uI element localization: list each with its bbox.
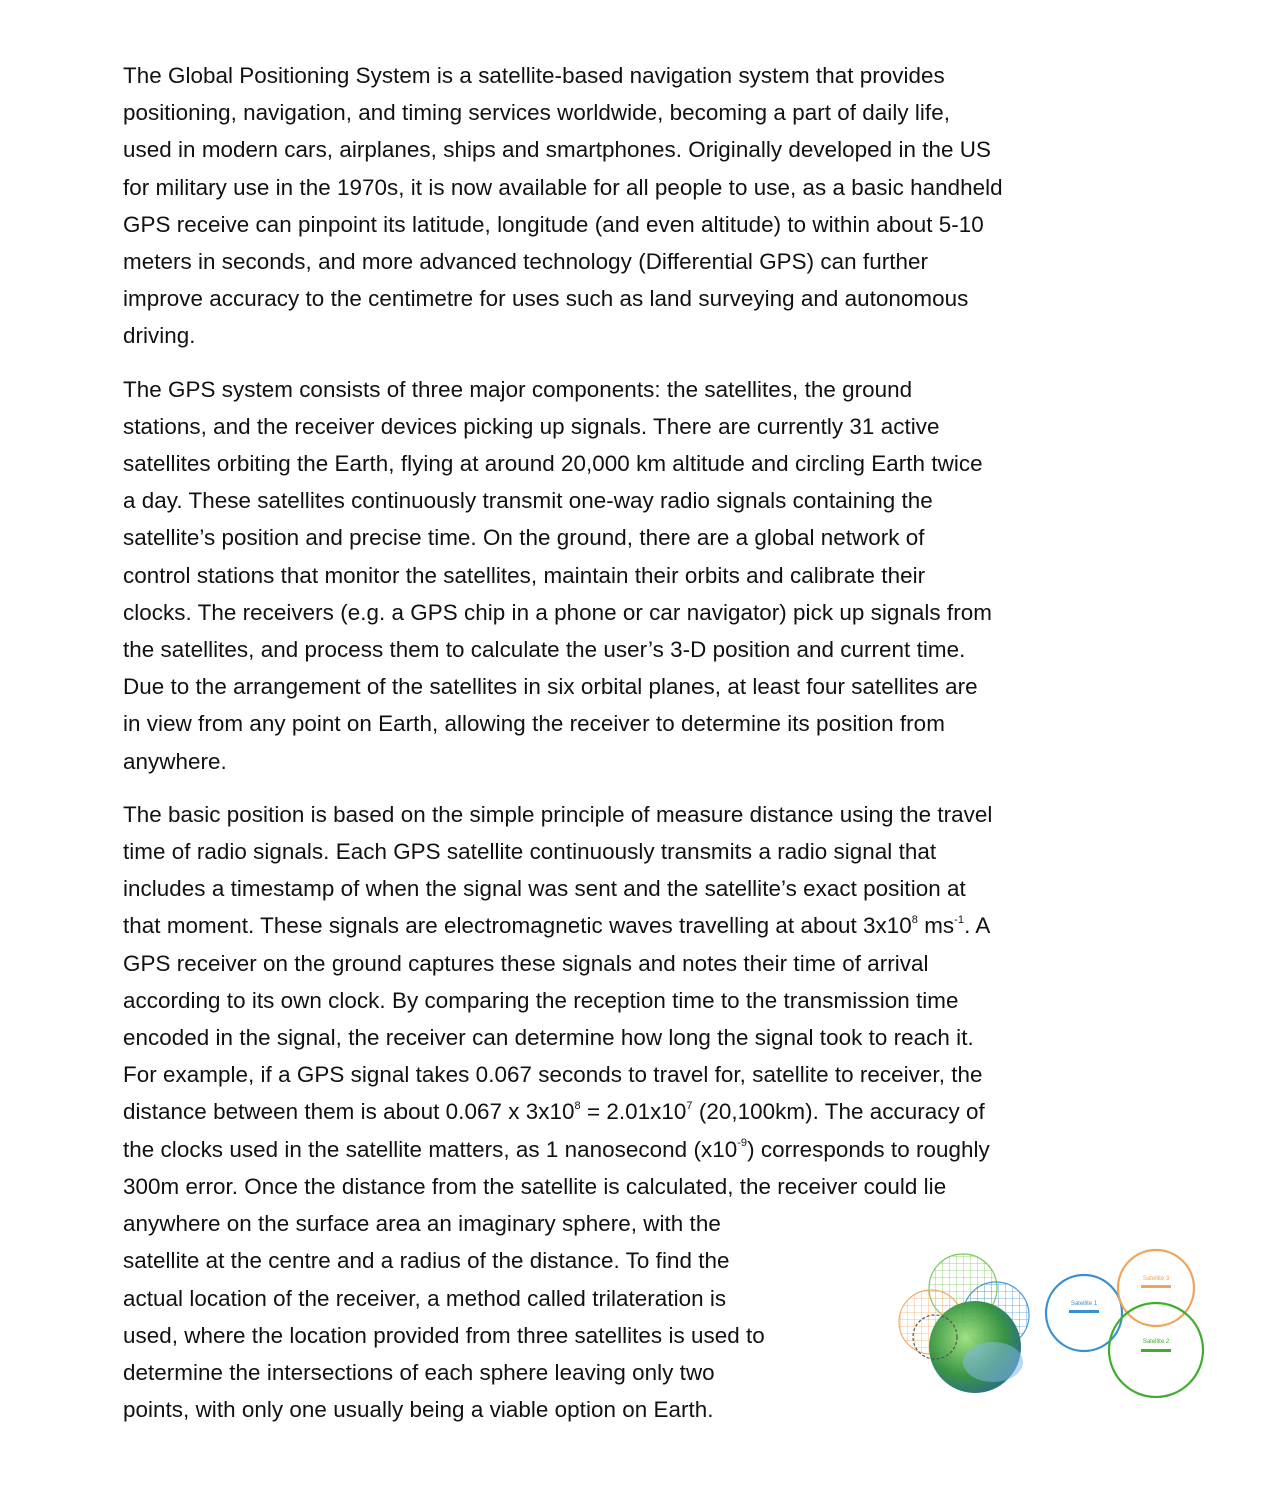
satellite-3-label: Satellite 3 bbox=[1142, 1276, 1170, 1282]
text-line: 300m error. Once the distance from the satellite is calculated, the receiver could lie bbox=[123, 1173, 947, 1199]
satellite-3-icon bbox=[1141, 1285, 1171, 1288]
text-line: positioning, navigation, and timing services worldwide, becoming a part of daily life, bbox=[123, 100, 950, 126]
text-line: according to its own clock. By comparing the reception time to the transmission time bbox=[123, 987, 959, 1013]
text-line: actual location of the receiver, a method called trilateration is bbox=[123, 1285, 727, 1311]
text-line: The Global Positioning System is a satellite-based navigation system that provides bbox=[123, 63, 945, 88]
document-body bbox=[123, 57, 1123, 1444]
text-line: in view from any point on Earth, allowing the receiver to determine its position from bbox=[123, 711, 945, 737]
trilateration-illustration bbox=[893, 1242, 1213, 1402]
text-line: improve accuracy to the centimetre for uses such as land surveying and autonomous bbox=[123, 286, 969, 312]
text-line: For example, if a GPS signal takes 0.067 seconds to travel for, satellite to receiver, the bbox=[123, 1062, 983, 1088]
text-line: The basic position is based on the simple principle of measure distance using the travel bbox=[123, 801, 993, 827]
earth-sea bbox=[963, 1342, 1023, 1382]
exponent: 8 bbox=[574, 1100, 581, 1113]
paragraph-components bbox=[123, 371, 1123, 780]
exponent: -1 bbox=[954, 914, 965, 926]
exponent: -9 bbox=[737, 1137, 748, 1150]
text-line: The GPS system consists of three major components: the satellites, the ground bbox=[123, 376, 913, 402]
text-line: used, where the location provided from three satellites is used to bbox=[123, 1322, 765, 1348]
text-line: satellites orbiting the Earth, flying at around 20,000 km altitude and circling Earth twice bbox=[123, 451, 983, 477]
text-line: Due to the arrangement of the satellites in six orbital planes, at least four satellites are bbox=[123, 674, 978, 700]
paragraph-intro bbox=[123, 57, 1123, 355]
text-line: driving. bbox=[123, 323, 196, 349]
text-line: GPS receive can pinpoint its latitude, longitude (and even altitude) to within about 5-10 bbox=[123, 211, 984, 237]
satellite-1-label: Satellite 1 bbox=[1070, 1301, 1098, 1307]
globe-spheres-group bbox=[899, 1254, 1029, 1393]
text-line: points, with only one usually being a viable option on Earth. bbox=[123, 1397, 714, 1423]
text-line: satellite at the centre and a radius of the distance. To find the bbox=[123, 1248, 730, 1274]
text-line: a day. These satellites continuously transmit one-way radio signals containing the bbox=[123, 488, 933, 514]
text-line: clocks. The receivers (e.g. a GPS chip in a phone or car navigator) pick up signals from bbox=[123, 599, 992, 625]
text-line: control stations that monitor the satellites, maintain their orbits and calibrate their bbox=[123, 562, 926, 588]
text-line: determine the intersections of each sphere leaving only two bbox=[123, 1359, 715, 1385]
text-line: satellite’s position and precise time. On the ground, there are a global network of bbox=[123, 525, 925, 551]
text-line: includes a timestamp of when the signal was sent and the satellite’s exact position at bbox=[123, 876, 966, 902]
text-line: anywhere. bbox=[123, 748, 227, 774]
text-line: the satellites, and process them to calculate the user’s 3-D position and current time. bbox=[123, 637, 966, 663]
satellite-circles-group bbox=[1046, 1250, 1203, 1397]
text-line: GPS receiver on the ground captures these signals and notes their time of arrival bbox=[123, 950, 929, 976]
text-line: meters in seconds, and more advanced technology (Differential GPS) can further bbox=[123, 249, 928, 275]
satellite-2-icon bbox=[1141, 1349, 1171, 1352]
satellite-2-label: Satellite 2 bbox=[1142, 1339, 1170, 1345]
exponent: 7 bbox=[686, 1100, 693, 1113]
text-line: for military use in the 1970s, it is now available for all people to use, as a basic handheld bbox=[123, 174, 1003, 200]
text-line-signal-speed: that moment. These signals are electromagnetic waves travelling at about $3x10^8$ $ms^{-1}$. A bbox=[123, 913, 991, 939]
text-line: encoded in the signal, the receiver can determine how long the signal took to reach it. bbox=[123, 1025, 974, 1051]
satellite-1-icon bbox=[1069, 1310, 1099, 1313]
text-line-distance-example: distance between them is about 0.067 x $3x10^8 = 2.01x10^7$ (20,100km). The accuracy of bbox=[123, 1099, 985, 1125]
text-line: stations, and the receiver devices picking up signals. There are currently 31 active bbox=[123, 413, 940, 439]
text-line: anywhere on the surface area an imaginary sphere, with the bbox=[123, 1211, 721, 1237]
text-line: used in modern cars, airplanes, ships and smartphones. Originally developed in the US bbox=[123, 137, 992, 163]
exponent: 8 bbox=[911, 914, 918, 926]
text-line-nanosecond: the clocks used in the satellite matters, as 1 nanosecond $(x10^{-9})$ corresponds to roughly bbox=[123, 1136, 990, 1162]
trilateration-figure bbox=[893, 1242, 1213, 1402]
text-line: time of radio signals. Each GPS satellite continuously transmits a radio signal that bbox=[123, 839, 937, 865]
